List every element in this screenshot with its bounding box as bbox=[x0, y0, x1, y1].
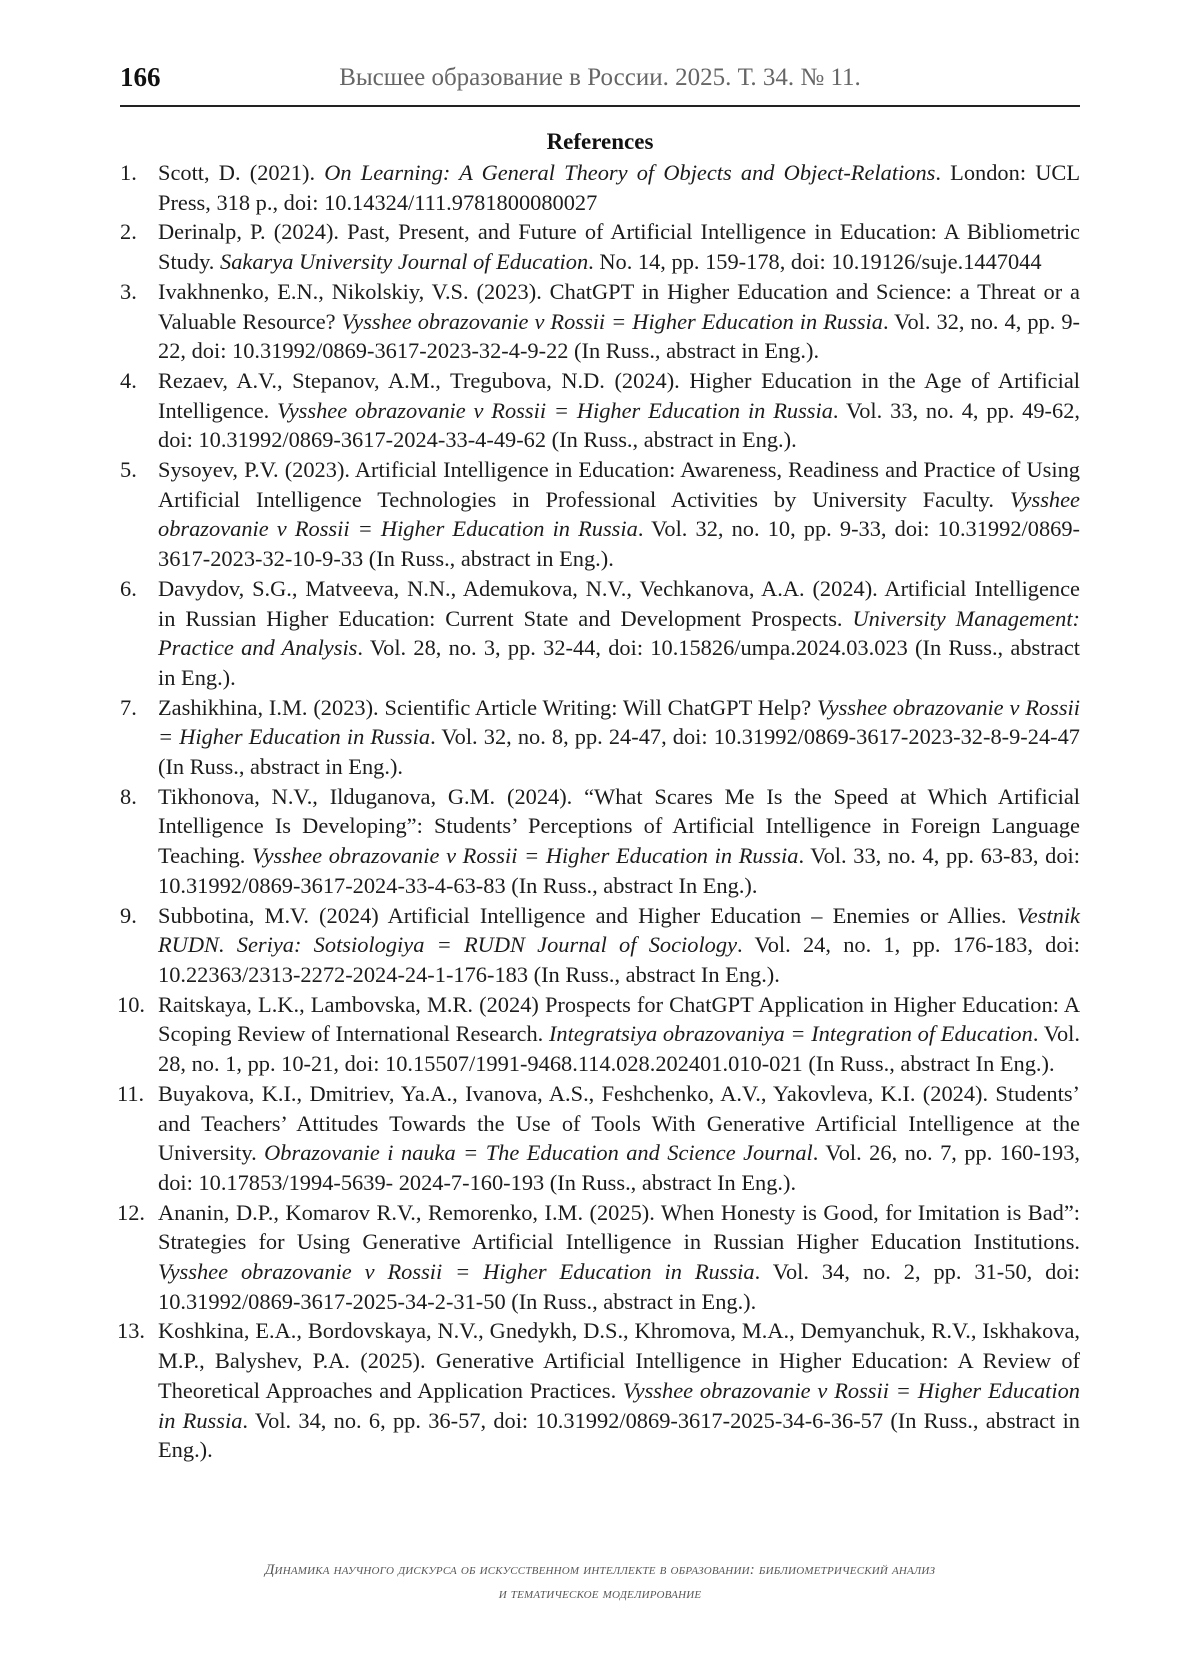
reference-text: Scott, D. (2021). bbox=[158, 160, 325, 185]
reference-item bbox=[120, 366, 1080, 455]
reference-item bbox=[117, 1316, 1080, 1465]
reference-text: Derinalp, P. (2024). Past, Present, and Future of Artificial Intelligence in Education: A Bibliometric Study. bbox=[158, 219, 1080, 275]
reference-text: Koshkina, E.A., Bordovskaya, N.V., Gnedykh, D.S., Khromova, M.A., Demyanchuk, R.V., Iskhakova, M.P., Balyshev, P.A. (2025). Generative Artificial Intelligence in Higher Education: A Review of Theoretical Approaches and Application Practices. bbox=[158, 1318, 1080, 1403]
reference-details: . Vol. 34, no. 6, pp. 36-57, doi: 10.31992/0869-3617-2025-34-6-36-57 (In Russ., abstract in Eng.). bbox=[158, 1407, 1080, 1463]
reference-details: . Vol. 32, no. 10, pp. 9-33, doi: 10.31992/0869-3617-2023-32-10-9-33 (In Russ., abstract in Eng.). bbox=[158, 516, 1080, 572]
reference-number: 1. bbox=[120, 160, 137, 185]
page-number: 166 bbox=[120, 62, 161, 92]
reference-text: Buyakova, K.I., Dmitriev, Ya.A., Ivanova, A.S., Feshchenko, A.V., Yakovleva, K.I. (2024). Students’ and Teachers’ Attitudes Towards the Use of Tools With Generative Artificial Intelligence at the University. bbox=[158, 1080, 1080, 1166]
reference-details: . Vol. 33, no. 4, pp. 49-62, doi: 10.31992/0869-3617-2024-33-4-49-62 (In Russ., abstract in Eng.). bbox=[158, 397, 1081, 453]
reference-item bbox=[117, 1079, 1080, 1198]
reference-details: . Vol. 34, no. 2, pp. 31-50, doi: 10.31992/0869-3617-2025-34-2-31-50 (In Russ., abstract in Eng.). bbox=[158, 1259, 1080, 1314]
reference-details: . Vol. 24, no. 1, pp. 176-183, doi: 10.22363/2313-2272-2024-24-1-176-183 (In Russ., abstract In Eng.). bbox=[158, 932, 1080, 987]
journal-title: Высшее образование в России. 2025. Т. 34. № 11. bbox=[339, 64, 861, 91]
reference-number: 6. bbox=[120, 575, 137, 601]
footer-article-title: Динамика научного дискурса об искусственном интеллекте в образовании: библиометрический анализ bbox=[264, 1562, 936, 1578]
reference-number: 9. bbox=[120, 902, 137, 928]
reference-item bbox=[120, 217, 1080, 276]
reference-details: . No. 14, pp. 159-178, doi: 10.19126/suje.1447044 bbox=[588, 249, 1042, 275]
reference-text: Rezaev, A.V., Stepanov, A.M., Tregubova, N.D. (2024). Higher Education in the Age of Artificial Intelligence. bbox=[158, 367, 1080, 423]
reference-details: . London: UCL Press, 318 p., doi: 10.14324/111.9781800080027 bbox=[158, 160, 1081, 215]
reference-source: Vysshee obrazovanie v Rossii = Higher Education in Russia bbox=[341, 308, 883, 334]
reference-details: . Vol. 28, no. 3, pp. 32-44, doi: 10.15826/umpa.2024.03.023 (In Russ., abstract in Eng.). bbox=[158, 635, 1081, 690]
reference-details: . Vol. 26, no. 7, pp. 160-193, doi: 10.17853/1994-5639- 2024-7-160-193 (In Russ., abstract In Eng.). bbox=[158, 1140, 1080, 1195]
reference-details: . Vol. 32, no. 4, pp. 9-22, doi: 10.31992/0869-3617-2023-32-4-9-22 (In Russ., abstract in Eng.). bbox=[158, 308, 1081, 364]
reference-details: . Vol. 28, no. 1, pp. 10-21, doi: 10.15507/1991-9468.114.028.202401.010-021 (In Russ., abstract In Eng.). bbox=[158, 1021, 1080, 1077]
references-list bbox=[117, 158, 1081, 1465]
reference-item bbox=[120, 782, 1080, 901]
reference-text: Subbotina, M.V. (2024) Artificial Intelligence and Higher Education – Enemies or Allies. bbox=[158, 902, 1017, 928]
reference-source: University Management: Practice and Analysis bbox=[158, 605, 1081, 661]
reference-source: Sakarya University Journal of Education bbox=[220, 249, 589, 275]
reference-details: . Vol. 32, no. 8, pp. 24-47, doi: 10.31992/0869-3617-2023-32-8-9-24-47 (In Russ., abstract in Eng.). bbox=[158, 724, 1080, 780]
reference-source: Obrazovanie i nauka = The Education and Science Journal bbox=[264, 1140, 813, 1166]
reference-source: Vysshee obrazovanie v Rossii = Higher Education in Russia bbox=[158, 486, 1080, 542]
reference-number: 12. bbox=[117, 1199, 145, 1225]
reference-text: Davydov, S.G., Matveeva, N.N., Ademukova, N.V., Vechkanova, A.A. (2024). Artificial Intelligence in Russian Higher Education: Current State and Development Prospects. bbox=[158, 575, 1080, 631]
reference-source: On Learning: A General Theory of Objects and Object-Relations bbox=[324, 160, 936, 185]
reference-number: 8. bbox=[120, 783, 137, 809]
page-header bbox=[120, 60, 1080, 106]
references-heading: References bbox=[546, 129, 654, 154]
reference-item bbox=[120, 901, 1080, 990]
reference-number: 2. bbox=[120, 219, 137, 245]
reference-item bbox=[120, 158, 1080, 217]
reference-text: Tikhonova, N.V., Ilduganova, G.M. (2024). “What Scares Me Is the Speed at Which Artificial Intelligence Is Developing”: Students’ Perceptions of Artificial Intelligence in Foreign Language Teaching. bbox=[158, 783, 1080, 869]
reference-item bbox=[120, 574, 1080, 693]
reference-item bbox=[117, 990, 1080, 1079]
reference-number: 4. bbox=[120, 367, 137, 393]
reference-source: Vestnik RUDN. Seriya: Sotsiologiya = RUDN Journal of Sociology bbox=[158, 902, 1080, 958]
reference-item bbox=[120, 277, 1080, 366]
reference-text: Sysoyev, P.V. (2023). Artificial Intelligence in Education: Awareness, Readiness and Practice of Using Artificial Intelligence Technologies in Professional Activities by University Faculty. bbox=[158, 457, 1080, 512]
reference-number: 7. bbox=[120, 694, 137, 720]
reference-number: 10. bbox=[117, 991, 145, 1017]
reference-number: 11. bbox=[117, 1080, 145, 1106]
reference-text: Zashikhina, I.M. (2023). Scientific Article Writing: Will ChatGPT Help? bbox=[158, 694, 818, 720]
reference-source: Vysshee obrazovanie v Rossii = Higher Education in Russia bbox=[158, 694, 1080, 750]
reference-source: Vysshee obrazovanie v Rossii = Higher Education in Russia bbox=[277, 397, 833, 423]
reference-source: Vysshee obrazovanie v Rossii = Higher Education in Russia bbox=[158, 1377, 1080, 1433]
reference-number: 3. bbox=[120, 278, 137, 304]
footer-article-title-continued: и тематическое моделирование bbox=[498, 1586, 702, 1602]
reference-text: Raitskaya, L.K., Lambovska, M.R. (2024) Prospects for ChatGPT Application in Higher Education: A Scoping Review of International Research. bbox=[158, 991, 1080, 1047]
reference-source: Vysshee obrazovanie v Rossii = Higher Education in Russia bbox=[158, 1259, 755, 1285]
reference-number: 5. bbox=[120, 457, 137, 483]
reference-number: 13. bbox=[117, 1318, 145, 1344]
reference-source: Integratsiya obrazovaniya = Integration of Education bbox=[548, 1021, 1033, 1047]
page-footer bbox=[120, 1558, 1080, 1606]
reference-text: Ananin, D.P., Komarov R.V., Remorenko, I.M. (2025). When Honesty is Good, for Imitation is Bad”: Strategies for Using Generative Artificial Intelligence in Russian Higher Education Institutions. bbox=[158, 1199, 1080, 1255]
header-divider bbox=[120, 105, 1080, 107]
reference-item bbox=[120, 693, 1080, 782]
reference-item bbox=[117, 1198, 1080, 1317]
reference-item bbox=[120, 455, 1080, 574]
reference-details: . Vol. 33, no. 4, pp. 63-83, doi: 10.31992/0869-3617-2024-33-4-63-83 (In Russ., abstract In Eng.). bbox=[158, 843, 1080, 898]
reference-text: Ivakhnenko, E.N., Nikolskiy, V.S. (2023). ChatGPT in Higher Education and Science: a Threat or a Valuable Resource? bbox=[158, 278, 1080, 334]
reference-source: Vysshee obrazovanie v Rossii = Higher Education in Russia bbox=[252, 843, 799, 869]
